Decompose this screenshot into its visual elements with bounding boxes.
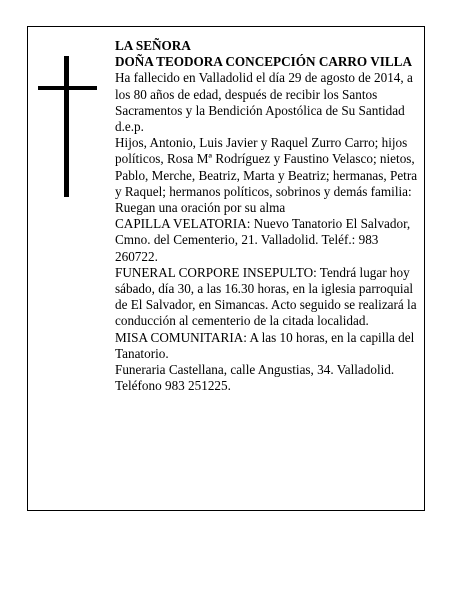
obituary-text	[115, 38, 423, 394]
prayer-request: Ruegan una oración por su alma	[115, 200, 286, 216]
mass-info: MISA COMUNITARIA: A las 10 horas, en la capilla del Tanatorio.	[115, 329, 415, 361]
cross-horizontal-bar	[38, 86, 97, 90]
dep-line: d.e.p.	[115, 119, 144, 135]
obituary-title: LA SEÑORA	[115, 38, 191, 53]
cross-vertical-bar	[64, 56, 69, 197]
death-announcement: Ha fallecido en Valladolid el día 29 de agosto de 2014, a los 80 años de edad, después de recibir los Santos Sacramentos y la Bendición Apostólica de Su Santidad	[115, 70, 413, 118]
deceased-name: DOÑA TEODORA CONCEPCIÓN CARRO VILLA	[115, 54, 413, 70]
family-list: Hijos, Antonio, Luis Javier y Raquel Zurro Carro; hijos políticos, Rosa Mª Rodríguez y Faustino Velasco; nietos, Pablo, Merche, Beatriz, Marta y Beatriz; hermanas, Petra y Raquel; hermanos políticos, sobrinos y demás familia:	[115, 135, 418, 199]
chapel-info: CAPILLA VELATORIA: Nuevo Tanatorio El Salvador, Cmno. del Cementerio, 21. Valladolid. Teléf.: 983 260722.	[115, 216, 411, 264]
funeral-home-info: Funeraria Castellana, calle Angustias, 34. Valladolid. Teléfono 983 251225.	[115, 362, 395, 394]
funeral-info: FUNERAL CORPORE INSEPULTO: Tendrá lugar hoy sábado, día 30, a las 16.30 horas, en la iglesia parroquial de El Salvador, en Simancas. Acto seguido se realizará la conducción al cementerio de la citada localidad.	[115, 264, 417, 329]
